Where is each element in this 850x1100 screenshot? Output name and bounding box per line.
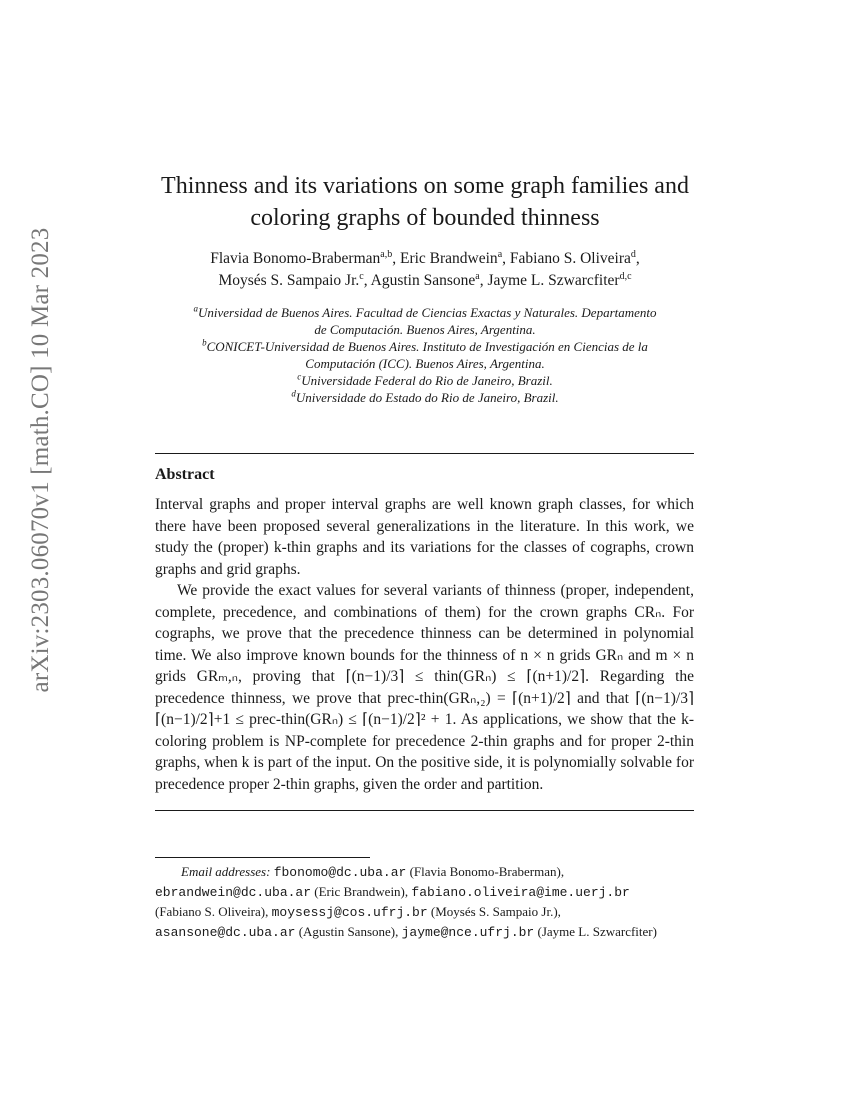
email-link[interactable]: ebrandwein@dc.uba.ar bbox=[155, 885, 312, 900]
affiliation-item bbox=[150, 389, 700, 406]
affiliation-list bbox=[150, 304, 700, 406]
affiliation-text: Universidade do Estado do Rio de Janeiro, Brazil. bbox=[295, 390, 559, 405]
title-line-1: Thinness and its variations on some graph families and bbox=[161, 173, 689, 199]
title-line-2: coloring graphs of bounded thinness bbox=[250, 205, 600, 231]
affiliation-text-continued: Computación (ICC). Buenos Aires, Argentina. bbox=[305, 356, 545, 371]
email-owner: (Agustin Sansone), bbox=[298, 924, 399, 939]
email-link[interactable]: fbonomo@dc.uba.ar bbox=[273, 865, 407, 880]
email-owner: (Flavia Bonomo-Braberman), bbox=[409, 864, 565, 879]
email-link[interactable]: moysessj@cos.ufrj.br bbox=[271, 905, 428, 920]
author-name: Jayme L. Szwarcfiter bbox=[487, 272, 620, 289]
arxiv-identifier: arXiv:2303.06070v1 [math.CO] 10 Mar 2023 bbox=[27, 227, 54, 693]
affiliation-item bbox=[150, 304, 700, 338]
author-name: Eric Brandwein bbox=[399, 250, 498, 267]
arxiv-sidebar-stamp bbox=[19, 227, 63, 693]
abstract-paragraph-2-applications: As applications, we show that the k-coloring problem is NP-complete for precedence 2-thin graphs and for proper 2-thin graphs, when k is part of the input. On the positive side, it is polynomially solvable for precedence proper 2-thin graphs, given the order and partition. bbox=[155, 711, 694, 793]
email-owner: (Eric Brandwein), bbox=[314, 884, 409, 899]
affiliation-mark: b bbox=[202, 337, 207, 348]
author-name: Fabiano S. Oliveira bbox=[509, 250, 631, 267]
author-affiliation-mark: d,c bbox=[619, 270, 632, 282]
author-affiliation-mark: a,b bbox=[380, 248, 393, 260]
abstract-body bbox=[155, 494, 694, 795]
author-affiliation-mark: d bbox=[630, 248, 636, 260]
affiliation-mark: d bbox=[291, 388, 296, 399]
email-footnote bbox=[155, 862, 694, 942]
affiliation-mark: a bbox=[193, 303, 198, 314]
abstract-paragraph-2 bbox=[155, 580, 694, 795]
abstract-bottom-rule bbox=[155, 810, 694, 811]
email-owner: (Moysés S. Sampaio Jr.), bbox=[430, 904, 561, 919]
footnote-rule bbox=[155, 857, 370, 858]
affiliation-item bbox=[150, 338, 700, 372]
email-owner: (Fabiano S. Oliveira), bbox=[155, 904, 269, 919]
abstract-paragraph-1: Interval graphs and proper interval graphs are well known graph classes, for which there have been proposed several generalizations in the literature. In this work, we study the (proper) k-thin graphs and its variations for the classes of cographs, crown graphs and grid graphs. bbox=[155, 496, 694, 578]
paper-title bbox=[150, 170, 700, 234]
affiliation-text: Universidade Federal do Rio de Janeiro, Brazil. bbox=[301, 373, 553, 388]
author-affiliation-mark: a bbox=[497, 248, 503, 260]
email-link[interactable]: asansone@dc.uba.ar bbox=[155, 925, 296, 940]
email-owner: (Jayme L. Szwarcfiter) bbox=[537, 924, 657, 939]
author-name: Moysés S. Sampaio Jr. bbox=[218, 272, 360, 289]
affiliation-text: Universidad de Buenos Aires. Facultad de Ciencias Exactas y Naturales. Departamento bbox=[197, 305, 657, 320]
affiliation-mark: c bbox=[297, 371, 302, 382]
author-name: Agustin Sansone bbox=[370, 272, 476, 289]
author-list: Flavia Bonomo-Braberman$^{a,b}$, Eric Brandwein$^a$, Fabiano S. Oliveira$^d$, Moysés S. Sampaio Jr.$^c$, Agustin Sansone$^a$, Jayme L. Szwarcfiter$^{d,c}$ bbox=[210, 248, 640, 289]
email-link[interactable]: jayme@nce.ufrj.br bbox=[401, 925, 535, 940]
abstract-top-rule bbox=[155, 453, 694, 454]
affiliation-text: CONICET-Universidad de Buenos Aires. Instituto de Investigación en Ciencias de la bbox=[206, 339, 648, 354]
abstract-paragraph-2-text: We provide the exact values for several variants of thinness (proper, independent, complete, precedence, and combinations of them) for the crown graphs CRₙ. For cographs, we prove that the precedence thinness can be determined in polynomial time. We also improve known bounds for the thinness of n × n grids GRₙ and m × n grids GRₘ,ₙ, proving that bbox=[155, 582, 694, 685]
abstract-bounds-formula: ⌈(n−1)/3⌉ ≤ thin(GRₙ) ≤ ⌈(n+1)/2⌉. Regarding the precedence thinness, we prove that prec-thin(GRₙ,₂) = ⌈(n+1)/2⌉ and that ⌈(n−1)/3⌉ ⌈(n−1)/2⌉+1 ≤ prec-thin(GRₙ) ≤ ⌈(n−1)/2⌉² + 1. bbox=[155, 668, 694, 728]
author-name: Flavia Bonomo-Braberman bbox=[210, 250, 381, 267]
affiliation-text-continued: de Computación. Buenos Aires, Argentina. bbox=[314, 322, 536, 337]
author-affiliation-mark: a bbox=[475, 270, 480, 282]
affiliation-item bbox=[150, 372, 700, 389]
author-affiliation-mark: c bbox=[359, 270, 364, 282]
footnote-label: Email addresses: bbox=[181, 864, 271, 879]
email-link[interactable]: fabiano.oliveira@ime.uerj.br bbox=[411, 885, 630, 900]
abstract-heading: Abstract bbox=[155, 466, 215, 483]
